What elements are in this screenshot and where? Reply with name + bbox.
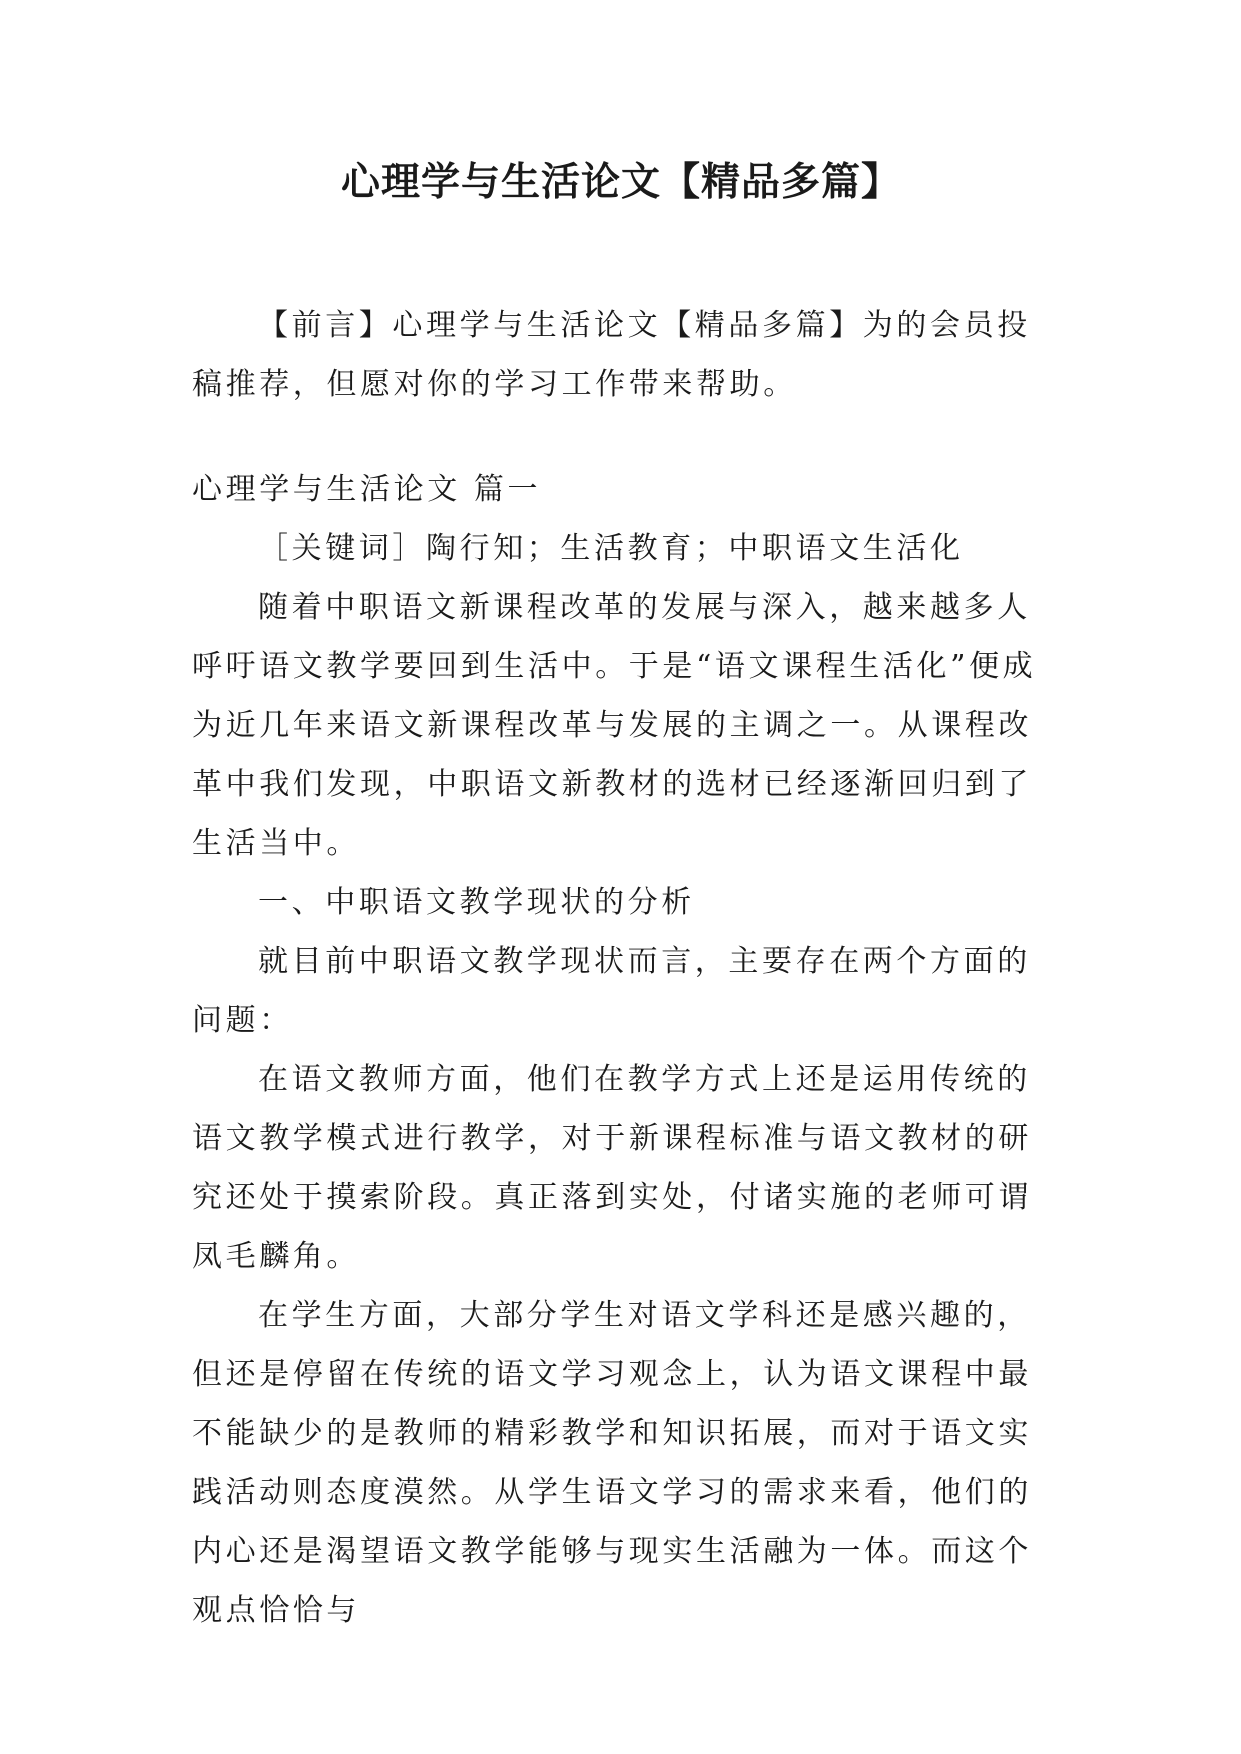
body-paragraph: 就目前中职语文教学现状而言，主要存在两个方面的问题： <box>192 944 1031 1038</box>
article-body <box>192 460 1050 1640</box>
keywords-paragraph: ［关键词］陶行知；生活教育；中职语文生活化 <box>258 531 964 566</box>
section-heading: 心理学与生活论文 篇一 <box>192 472 542 507</box>
body-paragraph: 随着中职语文新课程改革的发展与深入，越来越多人呼吁语文教学要回到生活中。于是“语文课程生活化”便成为近几年来语文新课程改革与发展的主调之一。从课程改革中我们发现，中职语文新教材的选材已经逐渐回归到了生活当中。 <box>192 590 1037 861</box>
body-paragraph: 在学生方面，大部分学生对语文学科还是感兴趣的，但还是停留在传统的语文学习观念上，认为语文课程中最不能缺少的是教师的精彩教学和知识拓展，而对于语文实践活动则态度漠然。从学生语文学习的需求来看，他们的内心还是渴望语文教学能够与现实生活融为一体。而这个观点恰恰与 <box>192 1298 1032 1628</box>
preface-block <box>192 296 1050 414</box>
preface-paragraph: 【前言】心理学与生活论文【精品多篇】为的会员投稿推荐，但愿对你的学习工作带来帮助。 <box>192 308 1031 402</box>
document-title: 心理学与生活论文【精品多篇】 <box>340 159 901 205</box>
subsection-heading: 一、中职语文教学现状的分析 <box>258 885 695 920</box>
body-paragraph: 在语文教师方面，他们在教学方式上还是运用传统的语文教学模式进行教学，对于新课程标准与语文教材的研究还处于摸索阶段。真正落到实处，付诸实施的老师可谓凤毛麟角。 <box>192 1062 1032 1274</box>
